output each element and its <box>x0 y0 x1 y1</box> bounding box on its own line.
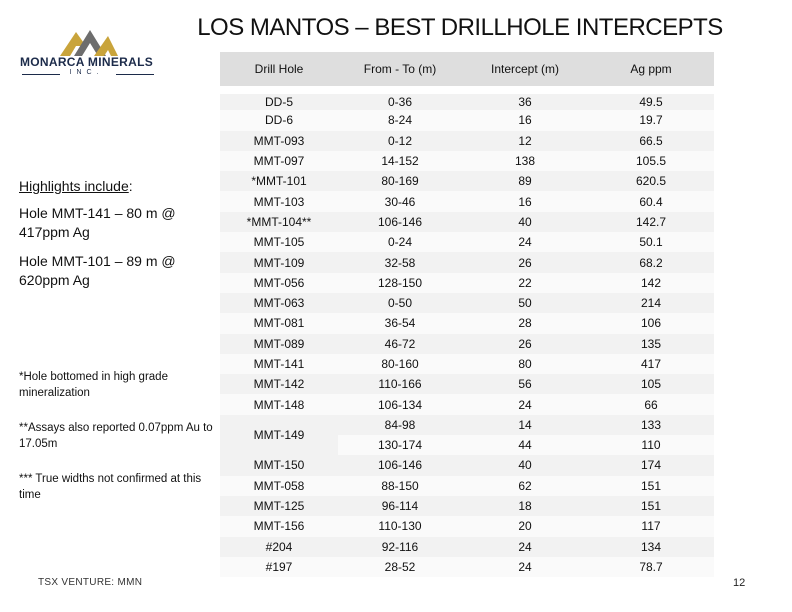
cell-from-to: 0-24 <box>338 232 462 252</box>
cell-drill-hole: MMT-105 <box>220 232 338 252</box>
cell-intercept: 26 <box>462 252 588 272</box>
table-row <box>220 293 714 313</box>
table-row <box>220 171 714 191</box>
cell-drill-hole: MMT-109 <box>220 252 338 272</box>
cell-from-to: 92-116 <box>338 537 462 557</box>
cell-ag-ppm: 19.7 <box>588 110 714 130</box>
cell-from-to: 80-160 <box>338 354 462 374</box>
cell-from-to: 110-166 <box>338 374 462 394</box>
cell-drill-hole: MMT-103 <box>220 191 338 211</box>
highlights-panel <box>19 178 217 300</box>
highlight-item: Hole MMT-101 – 89 m @ 620ppm Ag <box>19 253 176 288</box>
logo-name: MONARCA MINERALS <box>19 55 153 69</box>
table-row <box>220 273 714 293</box>
highlight-item: Hole MMT-141 – 80 m @ 417ppm Ag <box>19 205 176 240</box>
cell-from-to: 14-152 <box>338 151 462 171</box>
cell-drill-hole: MMT-093 <box>220 131 338 151</box>
cell-from-to: 0-12 <box>338 131 462 151</box>
table-row <box>220 191 714 211</box>
table-row <box>220 496 714 516</box>
cell-ag-ppm: 142 <box>588 273 714 293</box>
cell-drill-hole: #204 <box>220 537 338 557</box>
highlights-heading-text: Highlights include <box>19 178 129 194</box>
cell-drill-hole: MMT-148 <box>220 394 338 414</box>
cell-from-to: 128-150 <box>338 273 462 293</box>
highlights-heading <box>19 178 217 194</box>
table-row <box>220 313 714 333</box>
cell-intercept: 36 <box>462 90 588 110</box>
cell-from-to: 46-72 <box>338 334 462 354</box>
cell-intercept: 24 <box>462 232 588 252</box>
cell-ag-ppm: 214 <box>588 293 714 313</box>
table-row <box>220 151 714 171</box>
table-row <box>220 354 714 374</box>
cell-ag-ppm: 105 <box>588 374 714 394</box>
cell-from-to: 0-36 <box>338 90 462 110</box>
cell-from-to: 0-50 <box>338 293 462 313</box>
cell-from-to: 130-174 <box>338 435 462 455</box>
table-row <box>220 415 714 435</box>
cell-ag-ppm: 68.2 <box>588 252 714 272</box>
cell-from-to: 28-52 <box>338 557 462 577</box>
header-intercept: Intercept (m) <box>490 62 559 76</box>
table-row <box>220 394 714 414</box>
cell-intercept: 12 <box>462 131 588 151</box>
cell-drill-hole: MMT-089 <box>220 334 338 354</box>
table-row <box>220 374 714 394</box>
cell-drill-hole: MMT-081 <box>220 313 338 333</box>
cell-intercept: 62 <box>462 476 588 496</box>
cell-from-to: 106-146 <box>338 455 462 475</box>
header-drill-hole: Drill Hole <box>254 62 304 76</box>
cell-drill-hole: MMT-058 <box>220 476 338 496</box>
cell-from-to: 88-150 <box>338 476 462 496</box>
footnote-bottomed: *Hole bottomed in high grade mineralization <box>19 371 168 399</box>
table-body <box>220 90 714 577</box>
cell-ag-ppm: 174 <box>588 455 714 475</box>
footnotes <box>19 369 217 522</box>
cell-drill-hole: #197 <box>220 557 338 577</box>
cell-from-to: 80-169 <box>338 171 462 191</box>
footnote-assays: **Assays also reported 0.07ppm Au to 17.05m <box>19 422 213 450</box>
cell-from-to: 106-146 <box>338 212 462 232</box>
table-row <box>220 455 714 475</box>
cell-drill-hole: DD-6 <box>220 110 338 130</box>
cell-ag-ppm: 151 <box>588 496 714 516</box>
cell-intercept: 80 <box>462 354 588 374</box>
cell-drill-hole: *MMT-101 <box>220 171 338 191</box>
header-from-to: From - To (m) <box>363 62 437 76</box>
cell-from-to: 110-130 <box>338 516 462 536</box>
cell-from-to: 96-114 <box>338 496 462 516</box>
cell-ag-ppm: 417 <box>588 354 714 374</box>
cell-intercept: 50 <box>462 293 588 313</box>
cell-intercept: 24 <box>462 537 588 557</box>
table-row <box>220 252 714 272</box>
cell-drill-hole: MMT-150 <box>220 455 338 475</box>
logo-inc: INC. <box>69 69 104 76</box>
cell-ag-ppm: 133 <box>588 415 714 435</box>
page-number: 12 <box>733 577 746 589</box>
table-row <box>220 212 714 232</box>
header-ag-ppm: Ag ppm <box>630 62 672 76</box>
cell-ag-ppm: 135 <box>588 334 714 354</box>
cell-from-to: 36-54 <box>338 313 462 333</box>
page-title: LOS MANTOS – BEST DRILLHOLE INTERCEPTS <box>197 14 723 41</box>
cell-ag-ppm: 151 <box>588 476 714 496</box>
cell-intercept: 40 <box>462 212 588 232</box>
cell-from-to: 106-134 <box>338 394 462 414</box>
cell-drill-hole: MMT-156 <box>220 516 338 536</box>
cell-intercept: 18 <box>462 496 588 516</box>
cell-ag-ppm: 66.5 <box>588 131 714 151</box>
cell-drill-hole: MMT-125 <box>220 496 338 516</box>
highlights-heading-colon: : <box>128 178 133 194</box>
table-row <box>220 537 714 557</box>
table-row <box>220 232 714 252</box>
cell-drill-hole: MMT-142 <box>220 374 338 394</box>
logo-rule-right <box>116 74 154 75</box>
cell-drill-hole: MMT-141 <box>220 354 338 374</box>
cell-ag-ppm: 50.1 <box>588 232 714 252</box>
cell-ag-ppm: 105.5 <box>588 151 714 171</box>
cell-drill-hole: MMT-149 <box>220 415 338 456</box>
cell-drill-hole: *MMT-104** <box>220 212 338 232</box>
cell-intercept: 20 <box>462 516 588 536</box>
cell-intercept: 138 <box>462 151 588 171</box>
cell-drill-hole: DD-5 <box>220 90 338 110</box>
cell-ag-ppm: 106 <box>588 313 714 333</box>
cell-intercept: 26 <box>462 334 588 354</box>
cell-intercept: 22 <box>462 273 588 293</box>
cell-ag-ppm: 60.4 <box>588 191 714 211</box>
footnote-true-widths: *** True widths not confirmed at this time <box>19 473 202 501</box>
cell-intercept: 56 <box>462 374 588 394</box>
cell-from-to: 84-98 <box>338 415 462 435</box>
cell-intercept: 14 <box>462 415 588 435</box>
cell-intercept: 40 <box>462 455 588 475</box>
cell-intercept: 24 <box>462 394 588 414</box>
cell-drill-hole: MMT-056 <box>220 273 338 293</box>
table-row <box>220 334 714 354</box>
cell-ag-ppm: 620.5 <box>588 171 714 191</box>
table-row <box>220 110 714 130</box>
table-row <box>220 90 714 110</box>
table-header-row <box>220 52 714 90</box>
cell-intercept: 44 <box>462 435 588 455</box>
cell-intercept: 16 <box>462 110 588 130</box>
table-row <box>220 476 714 496</box>
table-row <box>220 557 714 577</box>
exchange-ticker: TSX VENTURE: MMN <box>38 577 143 588</box>
intercepts-table <box>220 52 714 577</box>
table-row <box>220 131 714 151</box>
cell-drill-hole: MMT-063 <box>220 293 338 313</box>
cell-intercept: 28 <box>462 313 588 333</box>
cell-from-to: 8-24 <box>338 110 462 130</box>
cell-intercept: 16 <box>462 191 588 211</box>
table-row <box>220 516 714 536</box>
cell-ag-ppm: 66 <box>588 394 714 414</box>
cell-ag-ppm: 110 <box>588 435 714 455</box>
cell-ag-ppm: 117 <box>588 516 714 536</box>
cell-ag-ppm: 78.7 <box>588 557 714 577</box>
cell-from-to: 32-58 <box>338 252 462 272</box>
cell-ag-ppm: 49.5 <box>588 90 714 110</box>
cell-from-to: 30-46 <box>338 191 462 211</box>
cell-intercept: 24 <box>462 557 588 577</box>
cell-ag-ppm: 142.7 <box>588 212 714 232</box>
cell-intercept: 89 <box>462 171 588 191</box>
cell-ag-ppm: 134 <box>588 537 714 557</box>
cell-drill-hole: MMT-097 <box>220 151 338 171</box>
